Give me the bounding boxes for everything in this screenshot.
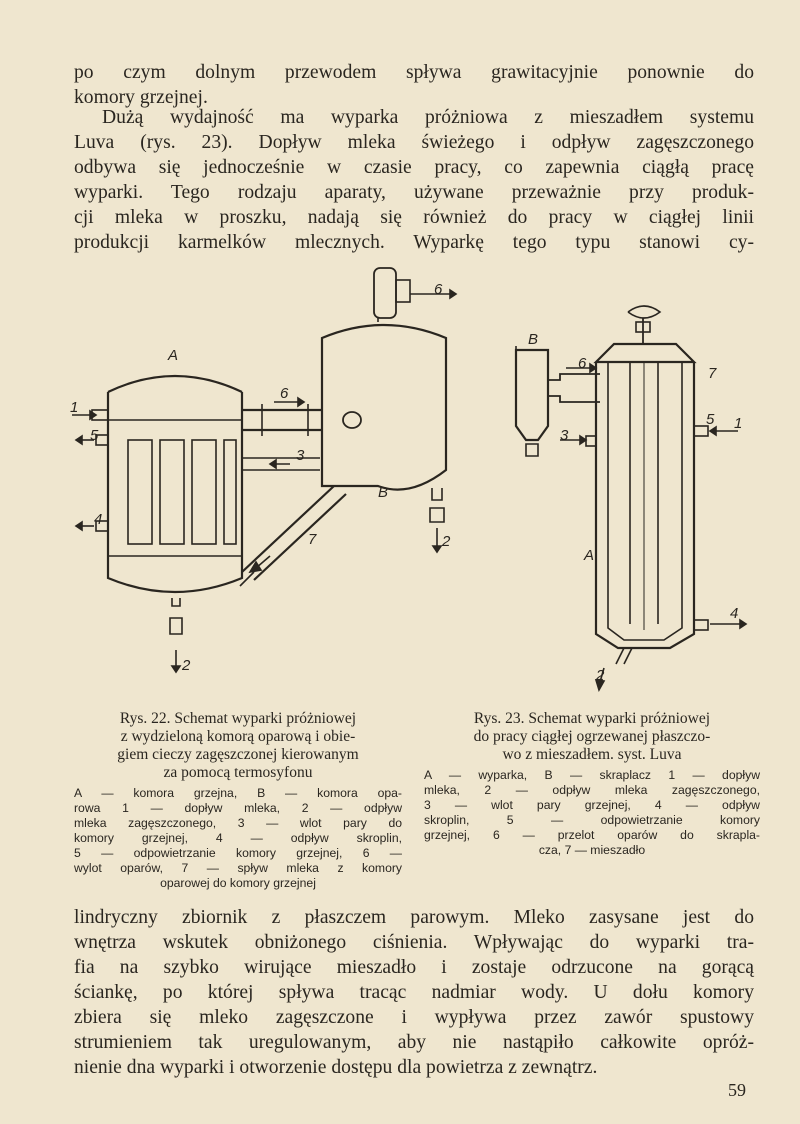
label-b: B (378, 484, 389, 501)
legend-line: 5 — odpowietrzanie komory grzejnej, 6 — (74, 846, 402, 860)
heating-tube (128, 440, 152, 544)
label-a: A (168, 347, 179, 364)
evaporator-top (596, 344, 694, 362)
text-line: Dużą wydajność ma wyparka próżniowa z mieszadłem systemu (102, 107, 754, 128)
heating-tube (160, 440, 184, 544)
label-3: 3 (296, 447, 305, 464)
text-line: ściankę, po której spływa tracąc nadmiar wody. U dołu komory (74, 982, 754, 1003)
text-line: fia na szybko wirujące mieszadło i zostaje odrzucone na gorącą (74, 957, 754, 978)
text-line: cji mleka w proszku, nadają się również do pracy w ciągłej linii (74, 207, 754, 228)
text-line: lindryczny zbiornik z płaszczem parowym. Mleko zasysane jest do (74, 907, 754, 928)
evaporator-jacket (608, 362, 682, 640)
page-number: 59 (728, 1080, 746, 1100)
figure-23-diagram (516, 306, 708, 664)
figure-22-caption-title (74, 710, 402, 782)
text-line: komory grzejnej. (74, 87, 208, 108)
bottom-valve (170, 618, 182, 634)
steam-inlet-3 (586, 436, 596, 446)
legend-line: komory grzejnej, 4 — odpływ skroplin, (74, 831, 402, 845)
legend-line: A — komora grzejna, B — komora opa- (74, 786, 402, 800)
condenser-b (516, 350, 548, 440)
label-7: 7 (308, 531, 317, 548)
figure-23-caption-title (424, 710, 760, 764)
caption-line: Rys. 23. Schemat wyparki próżniowej (473, 710, 711, 727)
return-pipe (254, 494, 346, 580)
legend-line: mleka zagęszczonego, 3 — wlot pary do (74, 816, 402, 830)
label-1: 1 (734, 415, 743, 432)
return-pipe (242, 486, 334, 572)
vapour-outlet-stack (374, 268, 396, 318)
vapour-pipe-6 (548, 374, 600, 380)
caption-line: do pracy ciągłej ogrzewanej płaszczo- (473, 728, 711, 745)
text-line: po czym dolnym przewodem spływa grawitacyjnie ponownie do (74, 62, 754, 83)
label-2-bottom: 2 (182, 657, 191, 674)
condenser-valve (526, 444, 538, 456)
vapour-outlet-nozzle (396, 280, 410, 302)
text-line: odbywa się jednocześnie w czasie pracy, co zapewnia ciągłą pracę (74, 157, 754, 178)
vapour-pipe-6 (548, 396, 600, 402)
caption-line: giem cieczy zagęszczonej kierowanym (117, 746, 359, 763)
sight-glass (343, 412, 361, 428)
label-b: B (528, 331, 539, 348)
legend-line: mleka, 2 — odpływ mleka zagęszczonego, (424, 783, 760, 797)
label-7: 7 (708, 365, 717, 382)
legend-line: rowa 1 — dopływ mleka, 2 — odpływ (74, 801, 402, 815)
rotation-arrow (628, 306, 660, 318)
label-6-top: 6 (434, 281, 443, 298)
legend-line: skroplin, 5 — odpowietrzanie komory (424, 813, 760, 827)
figure-23-arrows (560, 364, 746, 690)
caption-line: z wydzieloną komorą oparową i obie- (120, 728, 356, 745)
caption-line: Rys. 22. Schemat wyparki próżniowej (119, 710, 357, 727)
paragraph-3 (74, 905, 754, 1080)
chamber-a-top (108, 376, 242, 392)
legend-line: cza, 7 — mieszadło (538, 843, 646, 857)
legend-line: grzejnej, 6 — przelot oparów do skrapla- (424, 828, 760, 842)
bottom-outlet (172, 598, 180, 606)
text-line: wyparki. Tego rodzaju aparaty, używane przeważnie przy produk- (74, 182, 754, 203)
text-line: wnętrza wskutek obniżonego ciśnienia. Wpływając do wyparki tra- (74, 932, 754, 953)
bottom-outlet-2 (616, 648, 624, 664)
label-1: 1 (70, 399, 79, 416)
b-outlet-valve (430, 508, 444, 522)
heating-tube (192, 440, 216, 544)
legend-line: 3 — wlot pary grzejnej, 4 — odpływ (424, 798, 760, 812)
text-line: strumieniem tak uregulowanym, aby nie nastąpiło całkowite opróż- (74, 1032, 754, 1053)
legend-line: A — wyparka, B — skraplacz 1 — dopływ (424, 768, 760, 782)
figure-23-labels (528, 331, 742, 684)
chamber-b-body (322, 325, 446, 490)
evaporator-body (596, 362, 694, 648)
heating-tube (224, 440, 236, 544)
figure-22-caption-legend (74, 786, 402, 891)
text-line: produkcji karmelków mlecznych. Wyparkę tego typu stanowi cy- (74, 232, 754, 253)
label-2-b: 2 (442, 533, 451, 550)
bottom-outlet-2 (624, 648, 632, 664)
label-2: 2 (596, 667, 605, 684)
text-line: nienie dna wyparki i otworzenie dostępu dla powietrza z zewnątrz. (74, 1057, 598, 1078)
text-line: Luva (rys. 23). Dopływ mleka świeżego i odpływ zagęszczonego (74, 132, 754, 153)
label-5: 5 (706, 411, 715, 428)
label-4: 4 (94, 511, 103, 528)
label-5: 5 (90, 427, 99, 444)
label-6: 6 (578, 355, 587, 372)
label-6-pipe: 6 (280, 385, 289, 402)
label-3: 3 (560, 427, 569, 444)
legend-line: wylot oparów, 7 — spływ mleka z komory (74, 861, 402, 875)
label-4: 4 (730, 605, 739, 622)
caption-line: za pomocą termosyfonu (163, 764, 313, 781)
condensate-outlet-4 (694, 620, 708, 630)
label-a: A (584, 547, 595, 564)
legend-line: oparowej do komory grzejnej (160, 876, 316, 890)
caption-line: wo z mieszadłem. syst. Luva (502, 746, 682, 763)
figure-22-arrows (72, 290, 456, 672)
figure-23-caption-legend (424, 768, 760, 858)
text-line: zbiera się mleko zagęszczone i wypływa przez zawór spustowy (74, 1007, 754, 1028)
figure-22-diagram (92, 268, 446, 634)
b-outlet (432, 488, 442, 500)
figure-22-labels (70, 281, 451, 674)
